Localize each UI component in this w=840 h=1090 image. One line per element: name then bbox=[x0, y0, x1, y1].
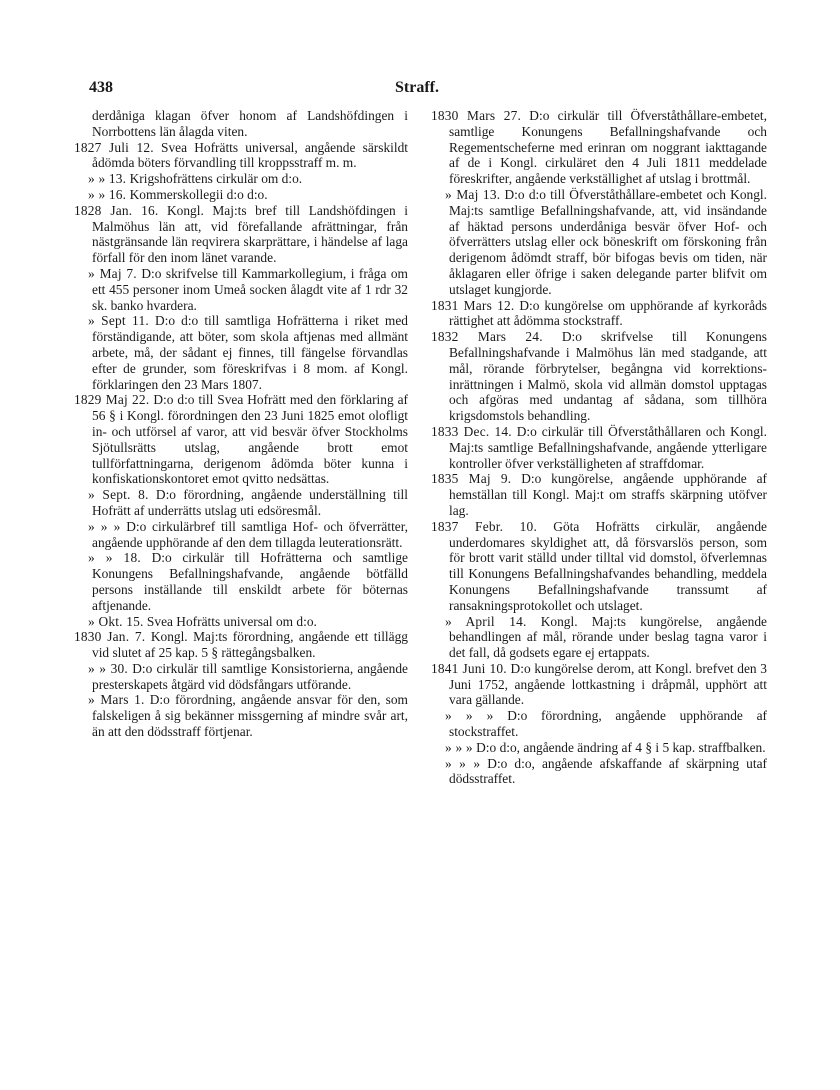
chronology-entry bbox=[431, 471, 767, 518]
chronology-entry bbox=[74, 266, 408, 313]
chronology-entry bbox=[74, 203, 408, 266]
entry-text: Svea Hofrätts universal, angående särskildt ådömda böters förvandling till kroppsstraff m. m. bbox=[92, 139, 408, 171]
chronology-entry bbox=[74, 392, 408, 487]
entry-text: D:o förordning, angående upphörande af stockstraffet. bbox=[449, 708, 767, 740]
entry-text: D:o cirkulär till Öfverståthållare-embetet, samtlige Konungens Befallningshafvande och Regementscheferne med erinran om noggrant iakttagande af de i Kongl. cirkuläret den 4 Juli 1811 meddelade föreskrifter, angående verkställighet af utslag i brottmål. bbox=[449, 108, 767, 187]
entry-text: Kongl. Maj:ts förordning, angående ett tillägg vid slutet af 25 kap. 5 § rättegångsbalken. bbox=[92, 629, 408, 661]
entry-date: » Okt. 15. bbox=[88, 613, 144, 629]
chronology-entry bbox=[74, 661, 408, 693]
entry-text: D:o d:o till samtliga Hofrätterna i riket med förständigande, att böter, som skola aftjenas med allmänt arbete, må, der sådant ej finnes, till fängelse förvandlas efter de grunder, som föreskrifvas i 8 mom. af Kongl. förklaringen den 23 Mars 1807. bbox=[92, 313, 408, 392]
entry-text: Kongl. Maj:ts bref till Landshöfdingen i Malmöhus län att, vid förefallande afrättningar, från nästgränsande län reqvirera skarprättare, i händelse af laga förfall för den inom länet varande. bbox=[92, 202, 408, 266]
entry-date: » » 13. bbox=[88, 171, 127, 187]
entry-text: Kommerskollegii d:o d:o. bbox=[129, 186, 268, 202]
chronology-entry bbox=[74, 313, 408, 392]
chronology-entry bbox=[74, 614, 408, 630]
entry-text: D:o förordning, angående underställning till Hofrätt af underrätts utslag uti edsöresmål. bbox=[92, 487, 408, 518]
entry-text: Kongl. Maj:ts kungörelse, angående behandlingen af mål, rörande under beslag tagna varor i det fall, då godsets egare ej ertappats. bbox=[449, 613, 767, 661]
entry-date: » Sept 11. bbox=[88, 313, 149, 329]
entry-date: » April 14. bbox=[445, 613, 527, 629]
chronology-entry bbox=[74, 550, 408, 613]
chronology-entry bbox=[431, 519, 767, 614]
entry-date: » » » bbox=[445, 708, 494, 724]
entry-date: 1828 Jan. 16. bbox=[74, 202, 159, 218]
entry-text: Svea Hofrätts universal om d:o. bbox=[146, 613, 317, 629]
chronology-entry bbox=[431, 108, 767, 187]
chronology-entry bbox=[74, 519, 408, 551]
entry-date: » » » bbox=[445, 755, 481, 771]
chronology-entry bbox=[74, 171, 408, 187]
entry-date: 1829 Maj 22. bbox=[74, 392, 150, 408]
chronology-entry bbox=[431, 298, 767, 330]
chronology-entry bbox=[74, 140, 408, 172]
entry-date: 1835 Maj 9. bbox=[431, 471, 512, 487]
entry-text: D:o förordning, angående ansvar för den, som falskeligen å sig bekänner missgerning af mindre svår art, än att den dödsstraff förtjenar. bbox=[92, 692, 408, 740]
entry-date: » Mars 1. bbox=[88, 692, 145, 708]
entry-date: » » 18. bbox=[88, 550, 141, 566]
entry-text: D:o skrifvelse till Konungens Befallningshafvande i Malmöhus län med stadgande, att mål, rörande förbrytelser, begångna vid korrektions-inrättningen i Malmö, skola vid allmän domstol upptagas och afgöras med undantag af sådana, som tillhöra krigsdomstols behandling. bbox=[449, 329, 767, 424]
chronology-entry bbox=[74, 187, 408, 203]
entry-date: » » » bbox=[88, 518, 121, 534]
chronology-entry bbox=[74, 629, 408, 661]
chronology-entry bbox=[431, 424, 767, 471]
chronology-entry bbox=[74, 487, 408, 519]
chronology-entry bbox=[431, 708, 767, 740]
left-column bbox=[74, 108, 408, 740]
entry-text: D:o d:o, angående ändring af 4 § i 5 kap. straffbalken. bbox=[476, 739, 766, 755]
entry-date: » » 30. bbox=[88, 660, 128, 676]
entry-text: D:o kungörelse derom, att Kongl. brefvet den 3 Juni 1752, angående lottkastning i dråpmål, upphört att vara gällande. bbox=[449, 660, 767, 708]
entry-text: D:o d:o till Svea Hofrätt med den förklaring af 56 § i Kongl. förordningen den 23 Juni 1825 emot olofligt in- och utförsel af varor, att vid besvär öfver Stockholms Sjötullsrätts utslag, angående brott emot tullförfattningarna, derigenom ådömda böter kunna i konfiskationskontoret emot qvitto nedsättas. bbox=[92, 392, 408, 487]
chronology-entry bbox=[431, 661, 767, 708]
entry-date: » Sept. 8. bbox=[88, 487, 149, 503]
chronology-entry bbox=[431, 187, 767, 298]
entry-text: derdåniga klagan öfver honom af Landshöfdingen i Norrbottens län ålagda viten. bbox=[92, 108, 408, 139]
entry-text: D:o skrifvelse till Kammarkollegium, i fråga om ett 455 personer inom Umeå socken ålagdt vite af 1 rdr 32 sk. banko hvardera. bbox=[92, 265, 408, 313]
chronology-entry bbox=[431, 614, 767, 661]
entry-date: 1841 Juni 10. bbox=[431, 660, 507, 676]
entry-date: » » 16. bbox=[88, 186, 127, 202]
entry-date: 1833 Dec. 14. bbox=[431, 423, 512, 439]
entry-date: 1827 Juli 12. bbox=[74, 139, 154, 155]
entry-date: 1831 Mars 12. bbox=[431, 297, 515, 313]
chronology-entry bbox=[431, 756, 767, 788]
entry-date: » Maj 13. bbox=[445, 186, 501, 202]
entry-text: D:o cirkulär till samtlige Konsistorierna, angående presterskapets åtgärd vid dödsfångars utförande. bbox=[92, 660, 408, 692]
entry-date: 1832 Mars 24. bbox=[431, 329, 543, 345]
entry-text: D:o d:o, angående afskaffande af skärpning utaf dödsstraffet. bbox=[449, 755, 767, 787]
entry-text: Krigshofrättens cirkulär om d:o. bbox=[129, 171, 303, 187]
entry-date: » Maj 7. bbox=[88, 265, 137, 281]
entry-text: D:o kungörelse, angående upphörande af hemställan till Kongl. Maj:t om straffs skärpning utöfver lag. bbox=[449, 471, 768, 518]
entry-text: D:o kungörelse om upphörande af kyrkoråds rättighet att ådömma stockstraff. bbox=[449, 297, 767, 329]
entry-text: D:o cirkulärbref till samtliga Hof- och öfverrätter, angående upphörande af den dem tillagda leuterationsrätt. bbox=[92, 518, 409, 550]
chronology-entry bbox=[74, 692, 408, 739]
chronology-entry bbox=[74, 108, 408, 140]
entry-date: 1830 Mars 27. bbox=[431, 108, 522, 123]
entry-date: » » » bbox=[445, 739, 473, 755]
chronology-entry bbox=[431, 740, 767, 756]
entry-text: D:o cirkulär till Hofrätterna och samtlige Konungens Befallningshafvande, angående bötfälld persons inställande till enskildt arbete för böternas aftjenande. bbox=[92, 550, 408, 613]
entry-text: D:o d:o till Öfverståthållare-embetet och Kongl. Maj:ts samtlige Befallningshafvande, att, vid insändande af häktad persons underdåniga besvär öfver Hof- och öfverrätters utslag eller ock böneskrift om förskoning från derigenom ådömdt straff, bör bifogas bevis om tiden, när åklagaren eller öfrige i saken delegande parter blifvit om utslaget kungjorde. bbox=[449, 186, 767, 297]
chronology-entry bbox=[431, 329, 767, 424]
page-number: 438 bbox=[89, 79, 113, 96]
entry-text: Göta Hofrätts cirkulär, angående underdomares skyldighet att, då försvarslös person, som för brott varit ställd under tilltal vid domstol, öfverlemnas till Konungens Befallningshafvandes behandling, meddela Konungens Befallningshafvande transsumt af ransakningsprotokollet och utslaget. bbox=[449, 518, 767, 613]
entry-date: 1830 Jan. 7. bbox=[74, 629, 146, 645]
entry-text: D:o cirkulär till Öfverståthållaren och Kongl. Maj:ts samtlige Befallningshafvande, angående ytterligare kontroller öfver verkställigheten af straffdomar. bbox=[449, 423, 767, 471]
entry-date: 1837 Febr. 10. bbox=[431, 518, 538, 534]
running-head: Straff. bbox=[395, 79, 439, 96]
right-column bbox=[431, 108, 767, 787]
